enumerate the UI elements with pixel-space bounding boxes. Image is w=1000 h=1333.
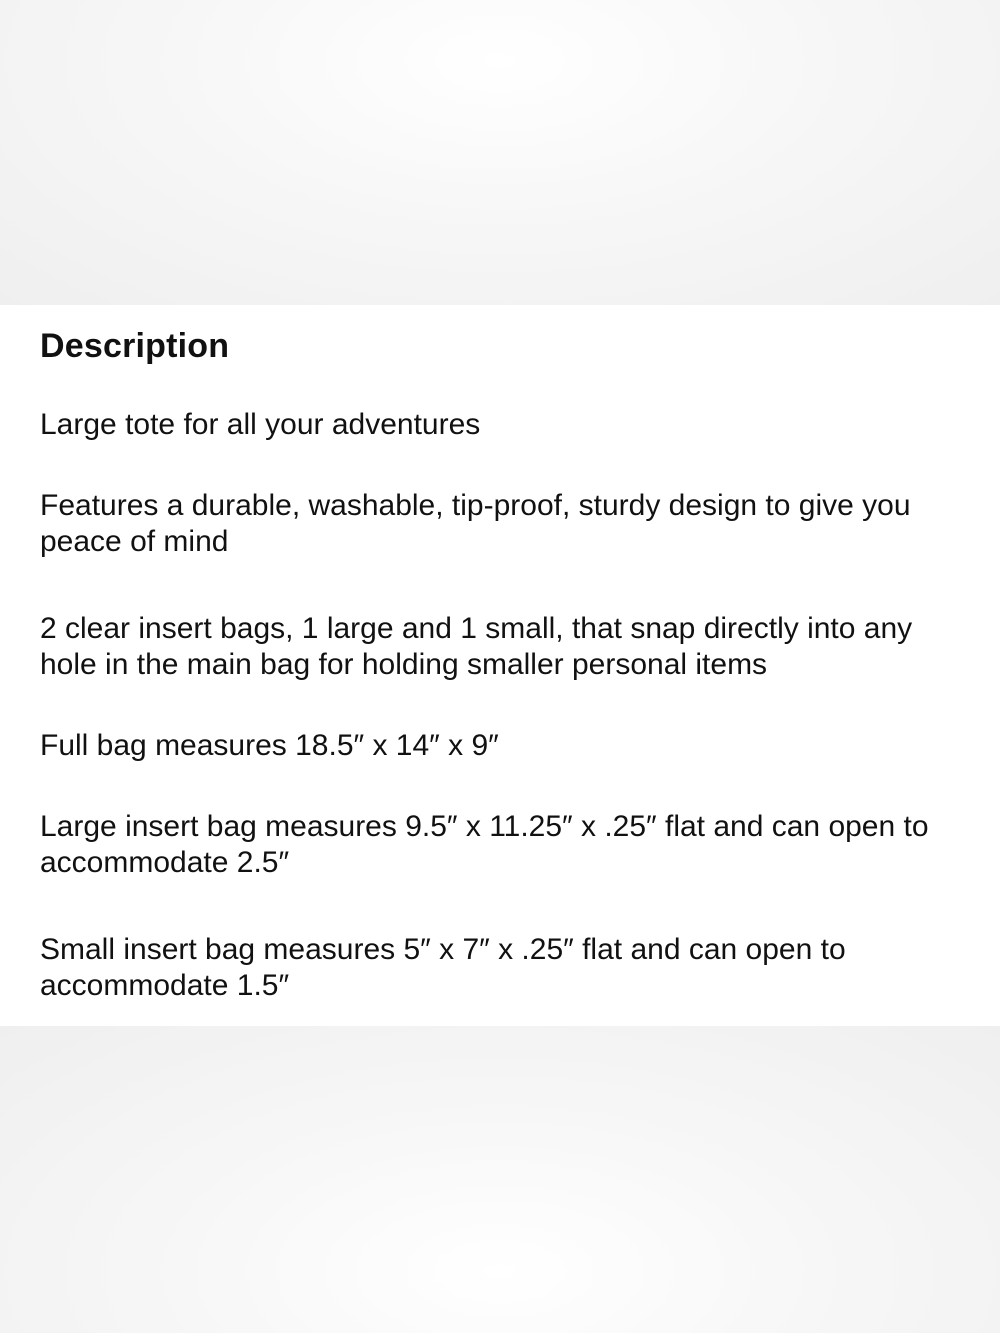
description-paragraph: Large tote for all your adventures: [40, 408, 481, 441]
description-paragraph: Features a durable, washable, tip-proof, sturdy design to give you peace of mind: [40, 489, 911, 558]
description-title: Description: [40, 327, 230, 365]
description-paragraph: 2 clear insert bags, 1 large and 1 small, that snap directly into any hole in the main bag for holding smaller personal items: [40, 612, 913, 681]
image-area-bottom: [0, 1026, 1000, 1333]
description-paragraph: Large insert bag measures 9.5″ x 11.25″ x .25″ flat and can open to accommodate 2.5″: [40, 810, 929, 879]
description-paragraph: Small insert bag measures 5″ x 7″ x .25″ flat and can open to accommodate 1.5″: [40, 933, 846, 1002]
image-area-top: [0, 0, 1000, 305]
description-card: [0, 305, 1000, 1026]
description-paragraph: Full bag measures 18.5″ x 14″ x 9″: [40, 729, 499, 762]
